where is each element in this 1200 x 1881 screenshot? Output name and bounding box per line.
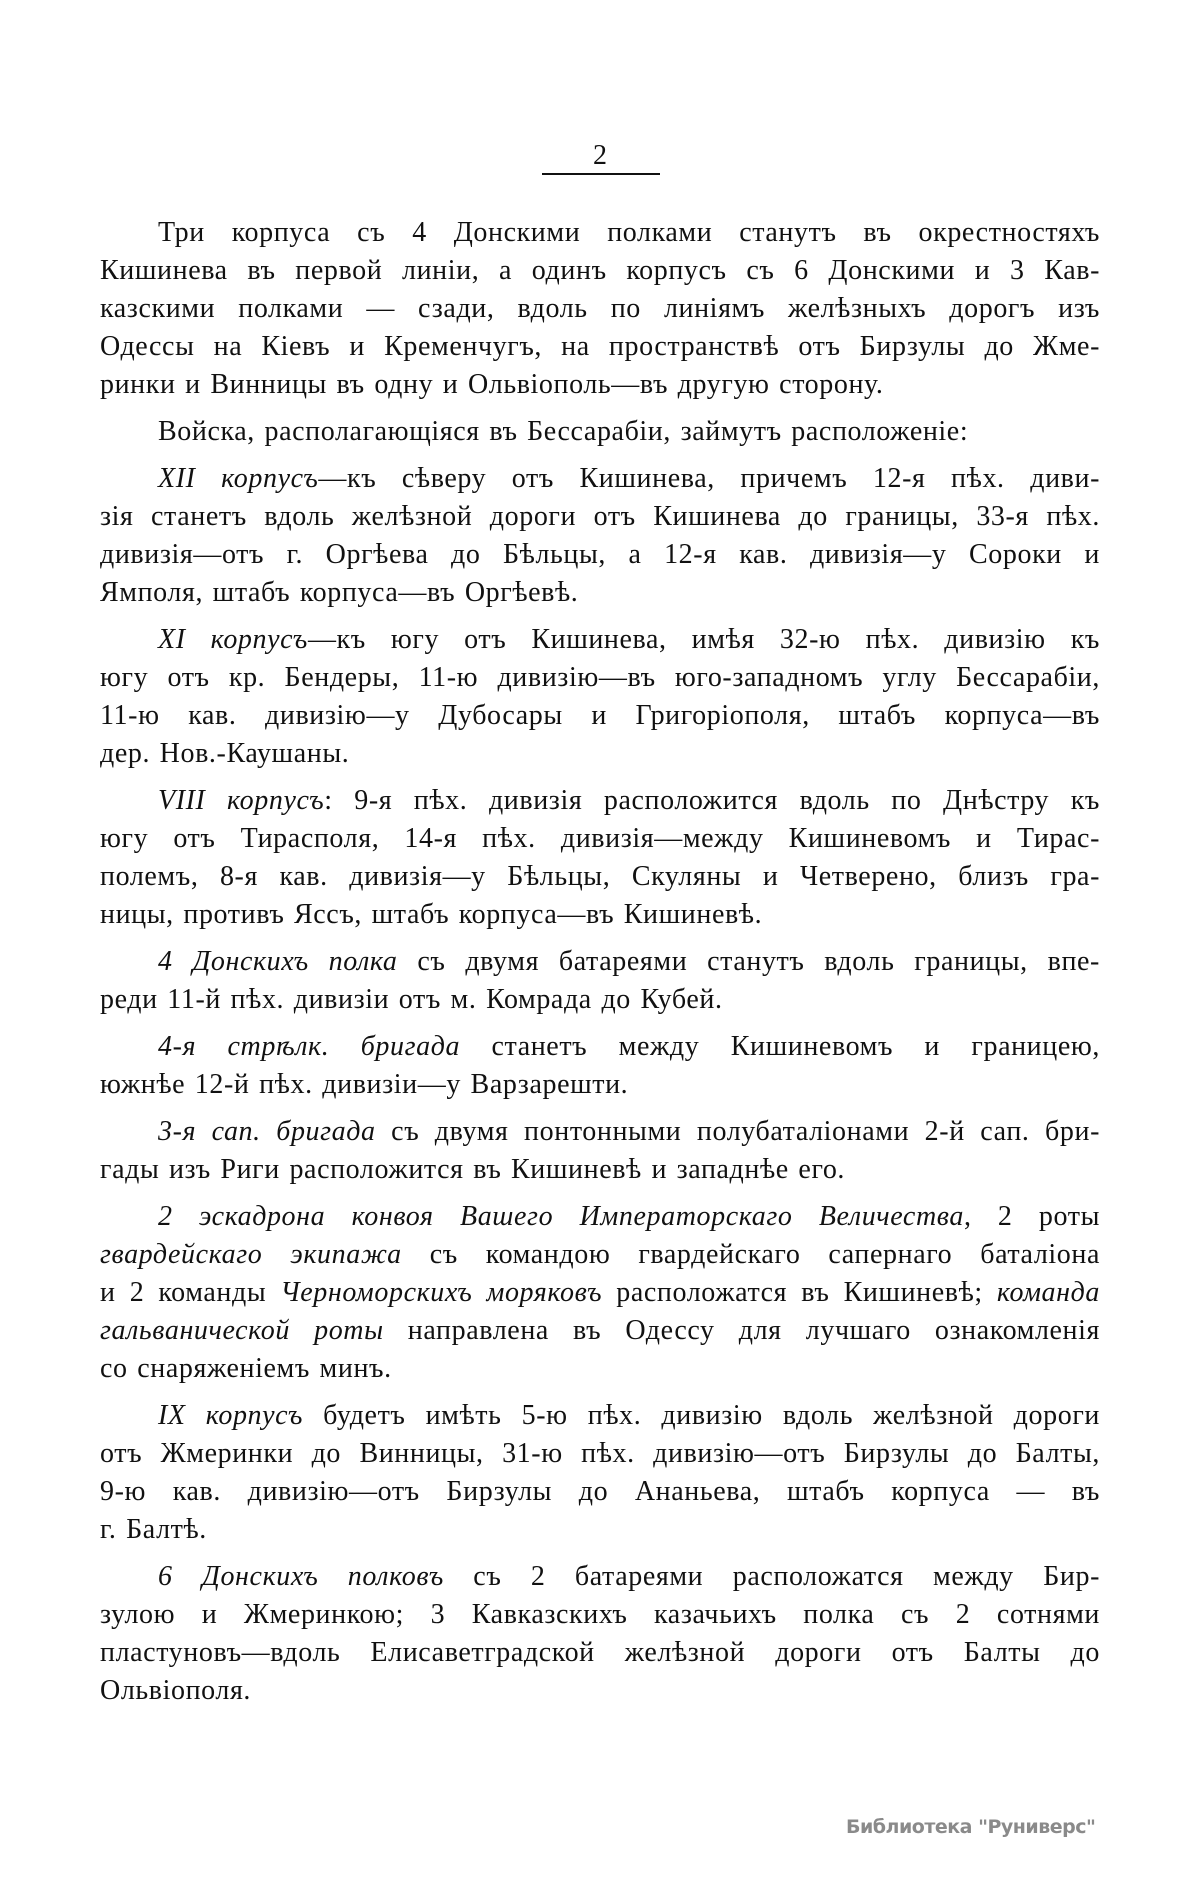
text-line — [100, 735, 1100, 773]
text-segment: ницы, противъ Яссъ, штабъ корпуса—въ Кишиневѣ. — [100, 899, 763, 930]
text-segment: съ командою гвардейскаго сапернаго баталіона — [401, 1239, 1100, 1270]
body-text — [100, 214, 1100, 1719]
text-line — [100, 1028, 1100, 1066]
text-line — [100, 252, 1100, 290]
text-line — [100, 1312, 1100, 1350]
text-line — [100, 1473, 1100, 1511]
paragraph — [100, 1198, 1100, 1388]
text-segment: со снаряженіемъ минъ. — [100, 1353, 392, 1384]
paragraph — [100, 1397, 1100, 1549]
text-segment: , 2 роты — [963, 1201, 1101, 1232]
text-line — [100, 1113, 1100, 1151]
paragraph — [100, 621, 1100, 773]
text-segment: съ 2 батареями расположатся между Бир- — [443, 1561, 1101, 1592]
text-line — [100, 574, 1100, 612]
text-segment: и 2 команды — [100, 1277, 281, 1308]
text-segment: г. Балтѣ. — [100, 1514, 207, 1545]
text-segment: станетъ между Кишиневомъ и границею, — [460, 1031, 1100, 1062]
text-segment: Ямполя, штабъ корпуса—въ Оргѣевѣ. — [100, 577, 579, 608]
text-line — [100, 858, 1100, 896]
italic-heading-text: 4-я стрѣлк. бригада — [158, 1031, 461, 1062]
text-line — [100, 1435, 1100, 1473]
text-line — [100, 981, 1100, 1019]
text-line — [100, 214, 1100, 252]
italic-heading-text: гвардейскаго экипажа — [100, 1239, 402, 1270]
text-line — [100, 498, 1100, 536]
text-line — [100, 896, 1100, 934]
text-line — [100, 328, 1100, 366]
text-line — [100, 1274, 1100, 1312]
paragraph — [100, 1028, 1100, 1104]
italic-heading-text: XI корпусъ — [158, 624, 308, 655]
text-segment: съ двумя понтонными полубаталіонами 2-й сап. бри- — [375, 1116, 1100, 1147]
text-line — [100, 1236, 1100, 1274]
text-segment: дер. Нов.-Каушаны. — [100, 738, 350, 769]
italic-heading-text: команда — [996, 1277, 1100, 1308]
text-segment: реди 11-й пѣх. дивизіи отъ м. Комрада до Кубей. — [100, 984, 723, 1015]
text-segment: Ольвіополя. — [100, 1675, 252, 1706]
text-line — [100, 1596, 1100, 1634]
text-segment: отъ Жмеринки до Винницы, 31-ю пѣх. дивизію—отъ Бирзулы до Балты, — [100, 1438, 1100, 1469]
text-line — [100, 460, 1100, 498]
text-segment: направлена въ Одессу для лучшаго ознакомленія — [383, 1315, 1100, 1346]
text-segment: южнѣе 12-й пѣх. дивизіи—у Варзарешти. — [100, 1069, 629, 1100]
text-segment: Три корпуса съ 4 Донскими полками станутъ въ окрестностяхъ — [158, 217, 1100, 248]
text-segment: зія станетъ вдоль желѣзной дороги отъ Кишинева до границы, 33-я пѣх. — [100, 501, 1100, 532]
text-segment: пластуновъ—вдоль Елисаветградской желѣзной дороги отъ Балты до — [100, 1637, 1100, 1668]
text-segment: зулою и Жмеринкою; 3 Кавказскихъ казачьихъ полка съ 2 сотнями — [100, 1599, 1100, 1630]
text-segment: полемъ, 8-я кав. дивизія—у Бѣльцы, Скуляны и Четверено, близъ гра- — [100, 861, 1100, 892]
text-line — [100, 1066, 1100, 1104]
text-line — [100, 1672, 1100, 1710]
italic-heading-text: XII корпусъ — [158, 463, 319, 494]
text-line — [100, 413, 1100, 451]
text-segment: 9-ю кав. дивизію—отъ Бирзулы до Ананьева, штабъ корпуса — въ — [100, 1476, 1100, 1507]
paragraph — [100, 1558, 1100, 1710]
italic-heading-text: IX корпусъ — [158, 1400, 303, 1431]
text-segment: югу отъ Тирасполя, 14-я пѣх. дивизія—между Кишиневомъ и Тирас- — [100, 823, 1100, 854]
text-line — [100, 1558, 1100, 1596]
text-segment: ринки и Винницы въ одну и Ольвіополь—въ другую сторону. — [100, 369, 884, 400]
italic-heading-text: 3-я сап. бригада — [158, 1116, 376, 1147]
text-line — [100, 290, 1100, 328]
text-line — [100, 1198, 1100, 1236]
text-segment: дивизія—отъ г. Оргѣева до Бѣльцы, а 12-я кав. дивизія—у Сороки и — [100, 539, 1100, 570]
text-line — [100, 659, 1100, 697]
italic-heading-text: 2 эскадрона конвоя Вашего Императорскаго Величества — [158, 1201, 964, 1232]
italic-heading-text: VIII корпусъ — [158, 785, 325, 816]
paragraph — [100, 460, 1100, 612]
text-segment: 11-ю кав. дивизію—у Дубосары и Григоріополя, штабъ корпуса—въ — [100, 700, 1100, 731]
library-watermark: Библиотека "Руниверс" — [846, 1816, 1096, 1838]
text-segment: —къ сѣверу отъ Кишинева, причемъ 12-я пѣх. диви- — [318, 463, 1100, 494]
page-number: 2 — [593, 140, 607, 171]
text-line — [100, 1634, 1100, 1672]
italic-heading-text: Черноморскихъ моряковъ — [280, 1277, 603, 1308]
italic-heading-text: 4 Донскихъ полка — [158, 946, 398, 977]
text-segment: будетъ имѣть 5-ю пѣх. дивизію вдоль желѣзной дороги — [302, 1400, 1100, 1431]
paragraph — [100, 782, 1100, 934]
text-segment: Кишинева въ первой линіи, а одинъ корпусъ съ 6 Донскими и 3 Кав- — [100, 255, 1100, 286]
text-segment: —къ югу отъ Кишинева, имѣя 32-ю пѣх. дивизію къ — [307, 624, 1100, 655]
text-line — [100, 366, 1100, 404]
paragraph — [100, 413, 1100, 451]
text-line — [100, 782, 1100, 820]
text-line — [100, 943, 1100, 981]
text-line — [100, 697, 1100, 735]
text-segment: югу отъ кр. Бендеры, 11-ю дивизію—въ юго-западномъ углу Бессарабіи, — [100, 662, 1100, 693]
text-line — [100, 1511, 1100, 1549]
paragraph — [100, 943, 1100, 1019]
paragraph — [100, 1113, 1100, 1189]
text-segment: Одессы на Кіевъ и Кременчугъ, на пространствѣ отъ Бирзулы до Жме- — [100, 331, 1100, 362]
text-segment: Войска, располагающіяся въ Бессарабіи, займутъ расположеніе: — [158, 416, 969, 447]
text-line — [100, 536, 1100, 574]
text-segment: съ двумя батареями станутъ вдоль границы, впе- — [397, 946, 1100, 977]
text-line — [100, 820, 1100, 858]
text-segment: расположатся въ Кишиневѣ; — [602, 1277, 997, 1308]
italic-heading-text: гальванической роты — [100, 1315, 384, 1346]
text-line — [100, 1397, 1100, 1435]
text-segment: казскими полками — сзади, вдоль по линіямъ желѣзныхъ дорогъ изъ — [100, 293, 1100, 324]
paragraph — [100, 214, 1100, 404]
text-line — [100, 1350, 1100, 1388]
text-segment: : 9-я пѣх. дивизія расположится вдоль по Днѣстру къ — [324, 785, 1100, 816]
page-number-rule — [542, 173, 660, 175]
text-line — [100, 1151, 1100, 1189]
text-line — [100, 621, 1100, 659]
text-segment: гады изъ Риги расположится въ Кишиневѣ и западнѣе его. — [100, 1154, 846, 1185]
italic-heading-text: 6 Донскихъ полковъ — [158, 1561, 444, 1592]
